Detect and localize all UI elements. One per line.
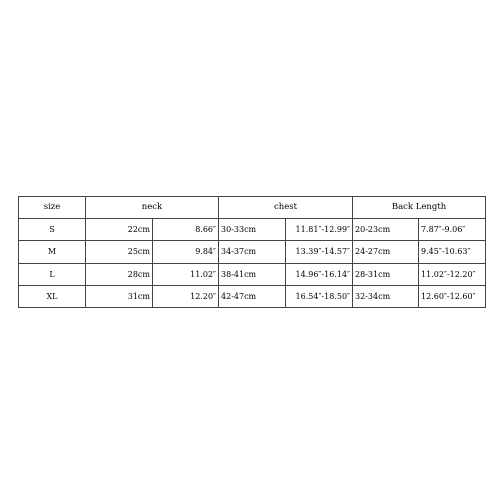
cell-chest-cm: 34-37cm <box>219 241 286 263</box>
cell-chest-in: 16.54″-18.50″ <box>286 285 353 307</box>
header-size: size <box>19 197 86 219</box>
cell-neck-in: 11.02″ <box>153 263 219 285</box>
cell-back-in: 11.02″-12.20″ <box>419 263 486 285</box>
cell-back-in: 9.45″-10.63″ <box>419 241 486 263</box>
cell-chest-in: 14.96″-16.14″ <box>286 263 353 285</box>
cell-neck-cm: 28cm <box>86 263 153 285</box>
header-back-length: Back Length <box>353 197 486 219</box>
cell-back-in: 12.60″-12.60″ <box>419 285 486 307</box>
table-row <box>19 263 486 285</box>
header-neck: neck <box>86 197 219 219</box>
cell-back-cm: 24-27cm <box>353 241 419 263</box>
cell-neck-cm: 31cm <box>86 285 153 307</box>
cell-size: S <box>19 219 86 241</box>
table-row <box>19 219 486 241</box>
cell-neck-cm: 25cm <box>86 241 153 263</box>
cell-chest-in: 13.39″-14.57″ <box>286 241 353 263</box>
cell-chest-cm: 42-47cm <box>219 285 286 307</box>
cell-size: M <box>19 241 86 263</box>
cell-neck-in: 9.84″ <box>153 241 219 263</box>
cell-neck-cm: 22cm <box>86 219 153 241</box>
table-row <box>19 285 486 307</box>
table-row <box>19 241 486 263</box>
cell-back-in: 7.87″-9.06″ <box>419 219 486 241</box>
cell-back-cm: 28-31cm <box>353 263 419 285</box>
header-chest: chest <box>219 197 353 219</box>
cell-neck-in: 8.66″ <box>153 219 219 241</box>
size-chart-table <box>18 196 486 308</box>
cell-chest-cm: 38-41cm <box>219 263 286 285</box>
cell-neck-in: 12.20″ <box>153 285 219 307</box>
cell-size: XL <box>19 285 86 307</box>
cell-back-cm: 20-23cm <box>353 219 419 241</box>
header-row <box>19 197 486 219</box>
cell-chest-in: 11.81″-12.99″ <box>286 219 353 241</box>
cell-size: L <box>19 263 86 285</box>
cell-chest-cm: 30-33cm <box>219 219 286 241</box>
cell-back-cm: 32-34cm <box>353 285 419 307</box>
